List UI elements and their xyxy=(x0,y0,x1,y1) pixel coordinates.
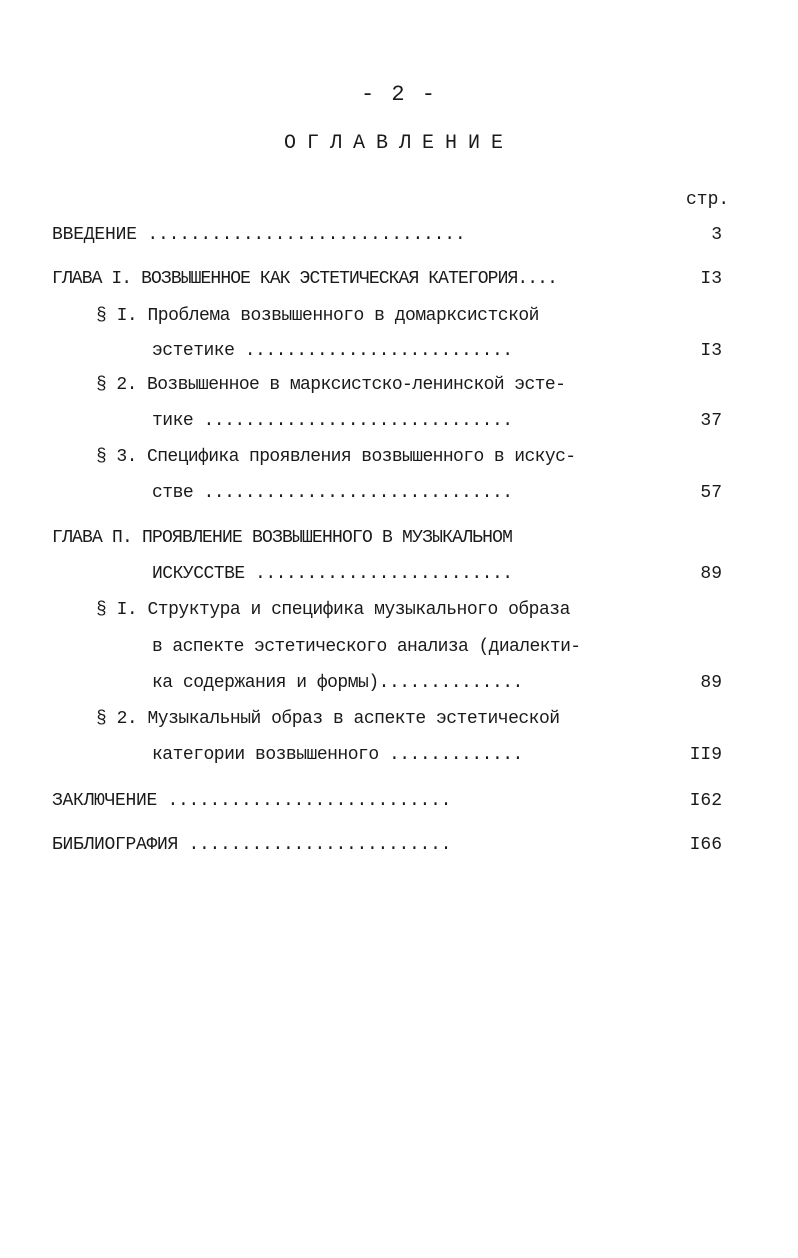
toc-page-ch2-section-1: 89 xyxy=(700,673,722,693)
toc-entry-bibliography: БИБЛИОГРАФИЯ ......................... xyxy=(52,835,452,855)
toc-page-chapter-1: I3 xyxy=(700,269,722,289)
toc-entry-chapter-2-cont: ИСКУССТВЕ ......................... xyxy=(152,564,513,584)
toc-page-bibliography: I66 xyxy=(689,835,722,855)
toc-entry-ch2-section-1-cont: в аспекте эстетического анализа (диалекти- xyxy=(152,637,581,657)
toc-entry-ch2-section-2: § 2. Музыкальный образ в аспекте эстетической xyxy=(96,709,560,729)
page-number: - 2 - xyxy=(360,82,437,107)
toc-entry-ch1-section-2-cont: тике .............................. xyxy=(152,411,513,431)
toc-page-ch2-section-2: II9 xyxy=(689,745,722,765)
toc-entry-ch1-section-2: § 2. Возвышенное в марксистско-ленинской эсте- xyxy=(96,375,566,395)
toc-entry-chapter-2: ГЛАВА П. ПРОЯВЛЕНИЕ ВОЗВЫШЕННОГО В МУЗЫКАЛЬНОМ xyxy=(52,528,513,548)
toc-entry-ch1-section-3: § 3. Специфика проявления возвышенного в искус- xyxy=(96,447,576,467)
toc-entry-ch1-section-1: § I. Проблема возвышенного в домарксистской xyxy=(96,306,539,326)
toc-entry-ch2-section-1: § I. Структура и специфика музыкального образа xyxy=(96,600,570,620)
toc-entry-conclusion: ЗАКЛЮЧЕНИЕ ........................... xyxy=(52,791,452,811)
toc-entry-ch2-section-1-cont2: ка содержания и формы).............. xyxy=(152,673,523,693)
toc-page-ch1-section-2: 37 xyxy=(700,411,722,431)
toc-page-intro: 3 xyxy=(711,225,722,245)
toc-entry-ch1-section-3-cont: стве .............................. xyxy=(152,483,513,503)
toc-page-ch1-section-3: 57 xyxy=(700,483,722,503)
pages-column-label: стр. xyxy=(686,190,730,210)
page-title: ОГЛАВЛЕНИЕ xyxy=(283,132,515,155)
toc-entry-ch2-section-2-cont: категории возвышенного ............. xyxy=(152,745,523,765)
toc-page-chapter-2: 89 xyxy=(700,564,722,584)
toc-page-ch1-section-1: I3 xyxy=(700,341,722,361)
toc-entry-ch1-section-1-cont: эстетике .......................... xyxy=(152,341,513,361)
toc-page-conclusion: I62 xyxy=(689,791,722,811)
toc-entry-intro: ВВЕДЕНИЕ .............................. xyxy=(52,225,466,245)
toc-entry-chapter-1: ГЛАВА I. ВОЗВЫШЕННОЕ КАК ЭСТЕТИЧЕСКАЯ КАТЕГОРИЯ.... xyxy=(52,269,557,289)
